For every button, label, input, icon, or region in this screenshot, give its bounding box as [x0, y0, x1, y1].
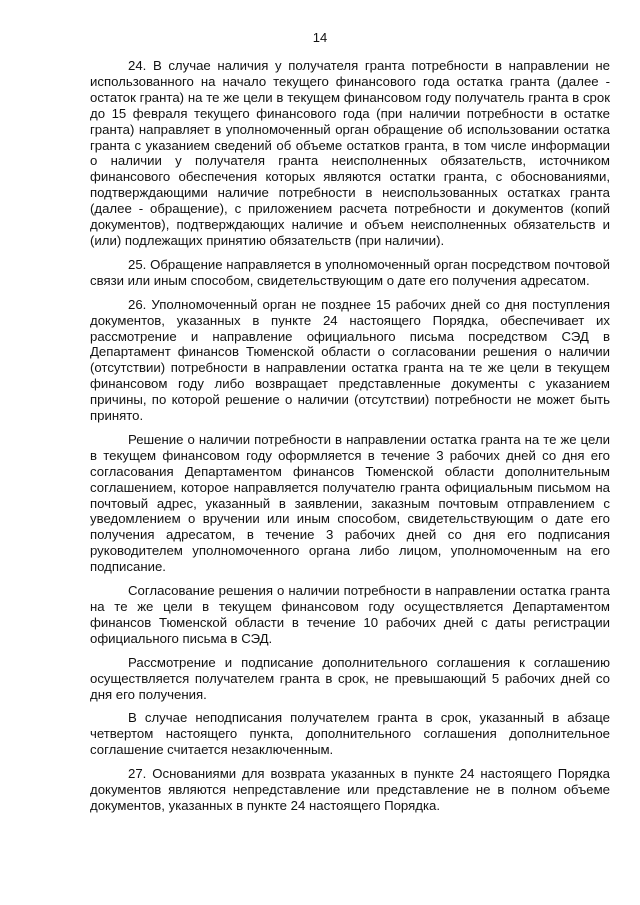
paragraph-27: 27. Основаниями для возврата указанных в пункте 24 настоящего Порядка документов являются непредставление или представление не в полном объеме документов, указанных в пункте 24 настоящего Порядка.	[90, 766, 610, 813]
paragraph-26-signing: Рассмотрение и подписание дополнительного соглашения к соглашению осуществляется получателем гранта в срок, не превышающий 5 рабочих дней со дня его получения.	[90, 654, 610, 702]
paragraph-26-approval: Согласование решения о наличии потребности в направлении остатка гранта на те же цели в текущем финансовом году осуществляется Департаментом финансов Тюменской области в течение 10 рабочих дней с даты регистрации официального письма в СЭД.	[90, 583, 610, 646]
paragraph-26-decision: Решение о наличии потребности в направлении остатка гранта на те же цели в текущем финансовом году оформляется в течение 3 рабочих дней со дня его согласования Департаментом финансов Тюменской области дополнительным соглашением, которое направляется получателю гранта официальным письмом на почтовый адрес, указанный в заявлении, заказным почтовым отправлением с уведомлением о вручении или иным способом, свидетельствующим о дате его получения адресатом, в течение 3 рабочих дней со дня его подписания руководителем уполномоченного органа либо лицом, уполномоченным на его подписание.	[90, 431, 610, 575]
document-body	[90, 58, 610, 822]
paragraph-25: 25. Обращение направляется в уполномоченный орган посредством почтовой связи или иным способом, свидетельствующим о дате его получения адресатом.	[90, 256, 610, 288]
paragraph-24: 24. В случае наличия у получателя гранта потребности в направлении не использованного на начало текущего финансового года остатка гранта (далее - остаток гранта) на те же цели в текущем финансовом году получатель гранта в срок до 15 февраля текущего финансового года (при наличии потребности в остатке гранта) направляет в уполномоченный орган обращение об использовании остатка гранта с указанием сведений об объеме остатков гранта, в том числе информации о наличии у получателя гранта неисполненных обязательств, источником финансового обеспечения которых являются остатки гранта, с обоснованиями, подтверждающими наличие потребности в неиспользованных остатках гранта (далее - обращение), с приложением расчета потребности и документов (копий документов), подтверждающих наличие и объем неисполненных обязательств и (или) подлежащих принятию обязательств (при наличии).	[90, 58, 610, 248]
paragraph-26-non-signing: В случае неподписания получателем гранта в срок, указанный в абзаце четвертом настоящего пункта, дополнительного соглашения дополнительное соглашение считается незаключенным.	[90, 710, 610, 758]
page-number: 14	[312, 30, 328, 45]
paragraph-26: 26. Уполномоченный орган не позднее 15 рабочих дней со дня поступления документов, указанных в пункте 24 настоящего Порядка, обеспечивает их рассмотрение и направление официального письма посредством СЭД в Департамент финансов Тюменской области о согласовании решения о наличии (отсутствии) потребности в направлении остатка гранта на те же цели в текущем финансовом году либо возвращает представленные документы с указанием причины, по которой решение о наличии (отсутствии) потребности не может быть принято.	[90, 296, 610, 424]
